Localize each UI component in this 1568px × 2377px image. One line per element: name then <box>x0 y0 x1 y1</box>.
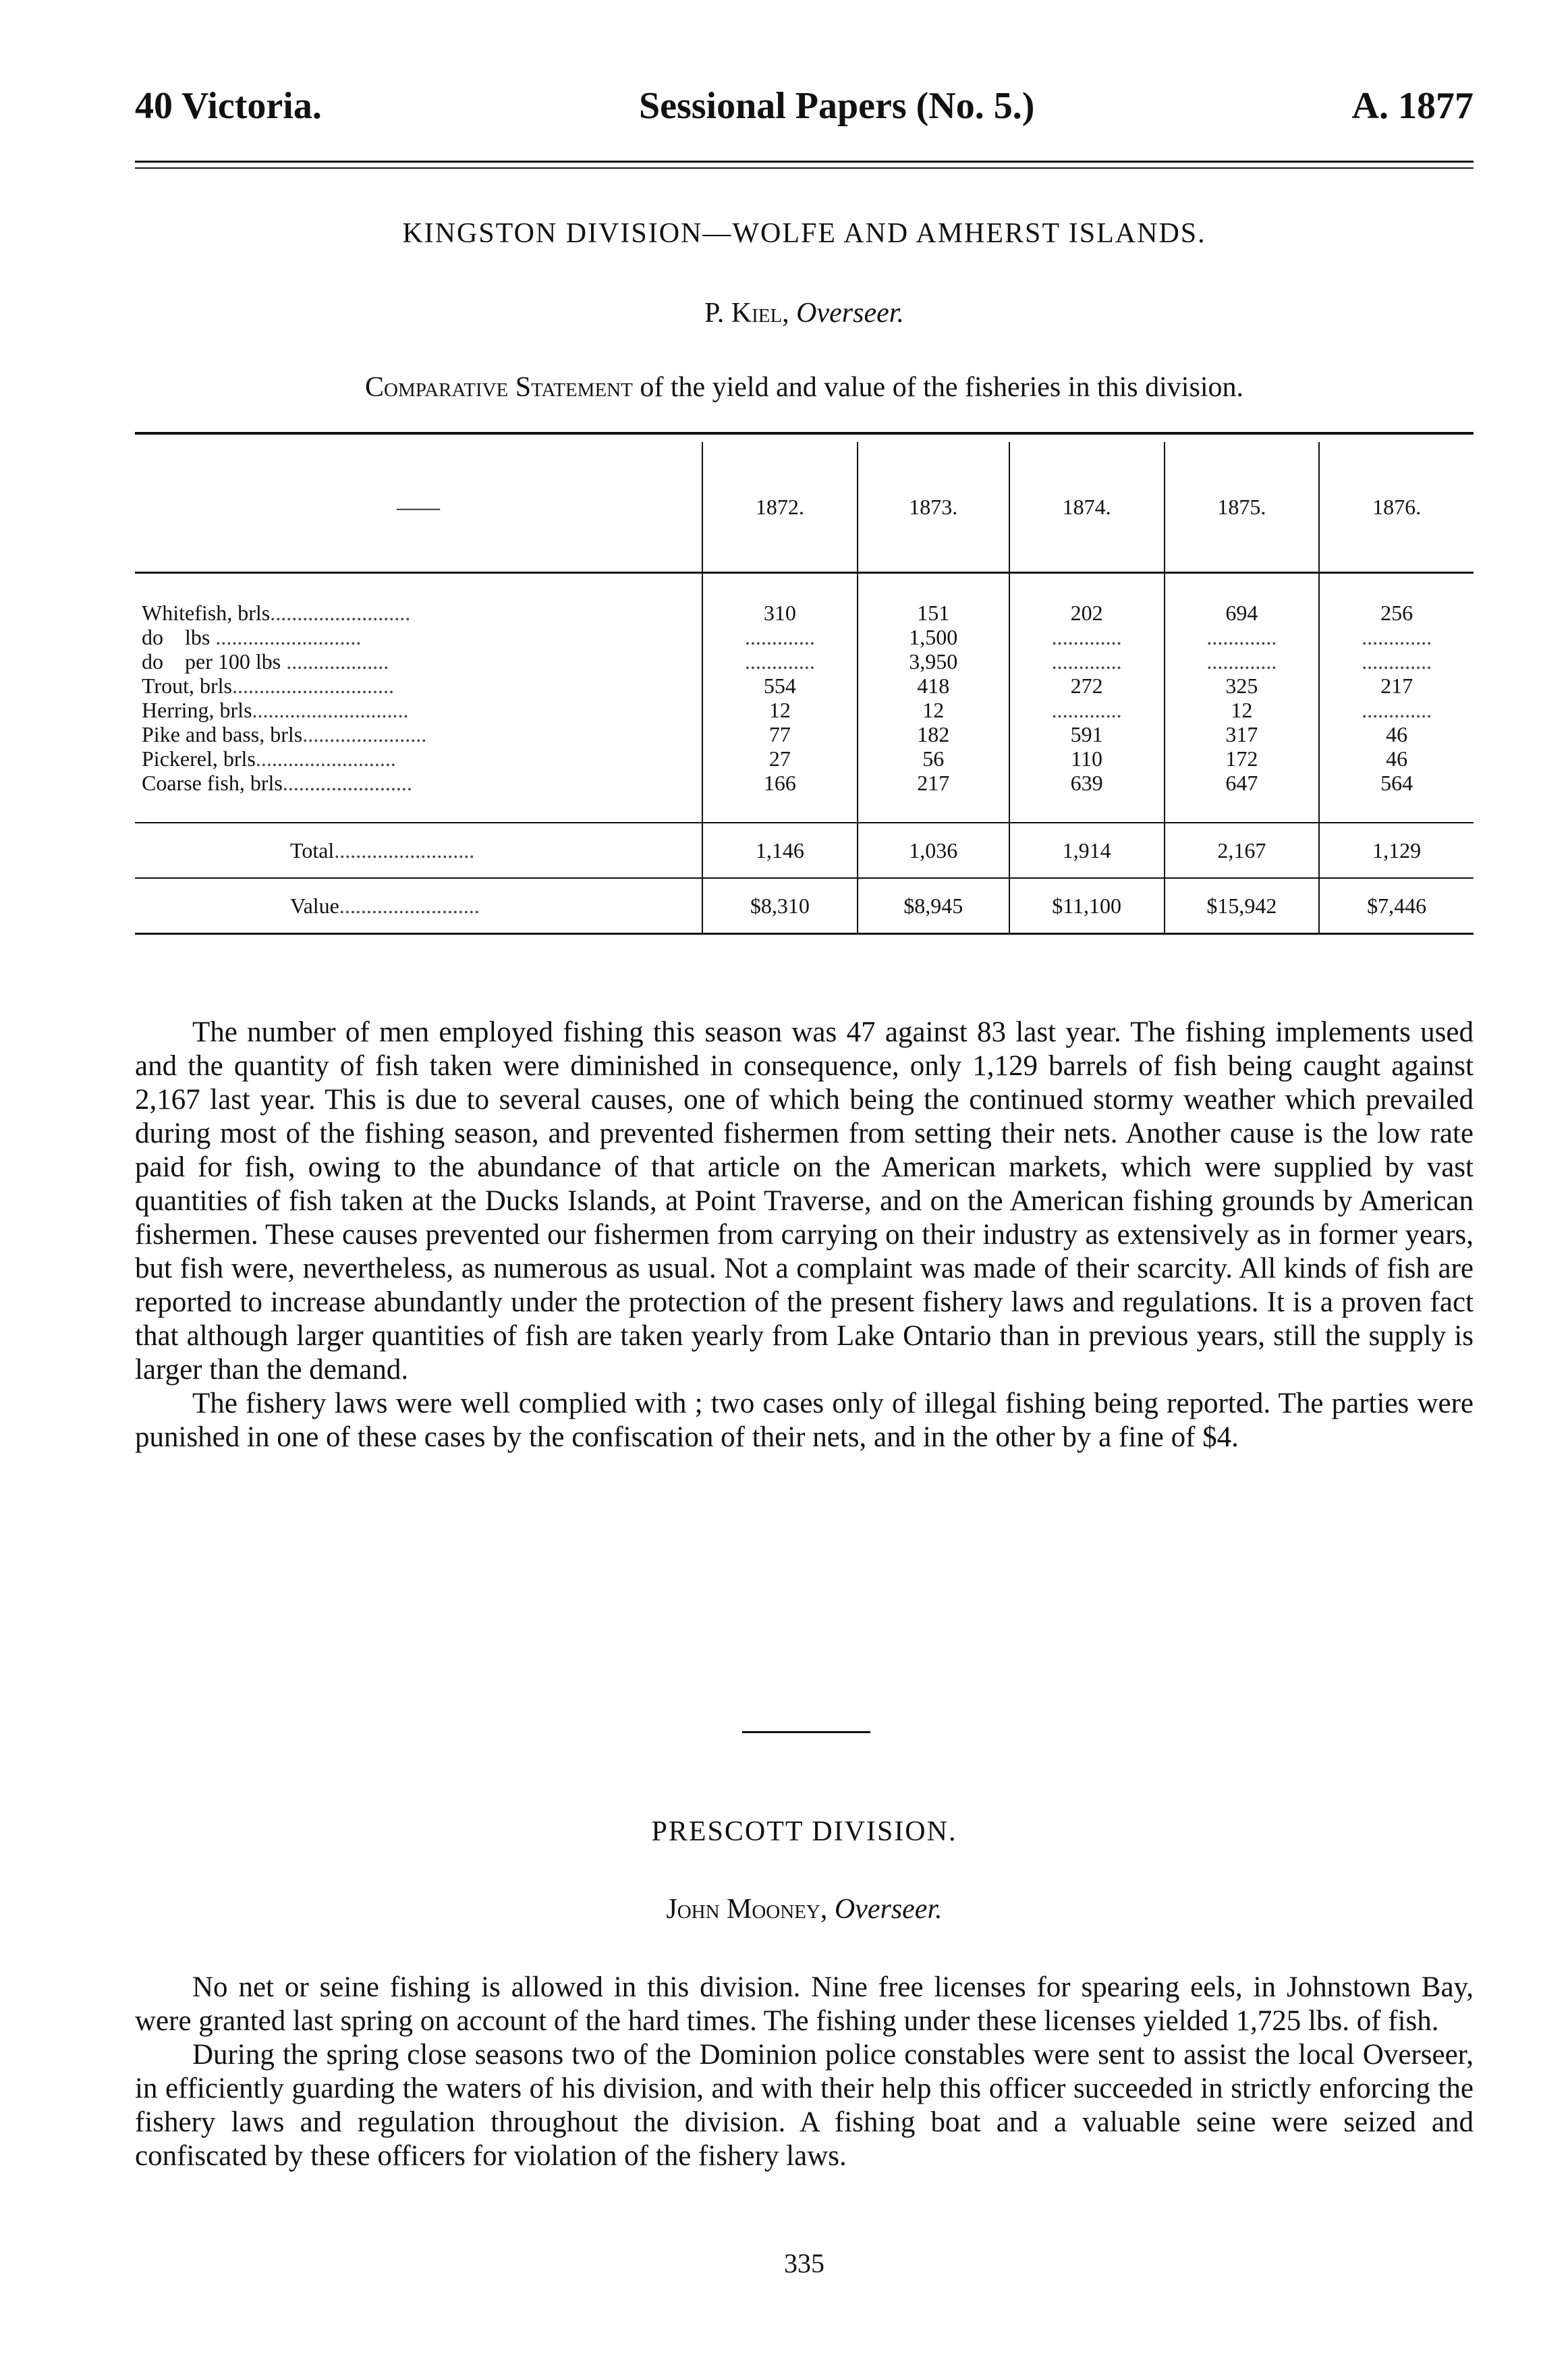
paragraph: During the spring close seasons two of the Dominion police constables were sent to assist the local Overseer, in efficiently guarding the waters of his division, and with their help this officer succeeded in strictly enforcing the fishery laws and regulation throughout the division. A fishing boat and a valuable seine were seized and confiscated by these officers for violation of the fishery laws. <box>135 2039 1474 2172</box>
table-cell: 151 <box>858 601 1009 625</box>
table-cell: 694 <box>1165 601 1320 625</box>
table-cell: 202 <box>1009 601 1165 625</box>
row-label: Coarse fish, brls <box>142 771 283 795</box>
value-cell: $8,945 <box>858 878 1009 934</box>
value-cell: $8,310 <box>702 878 858 934</box>
table-cell: 325 <box>1165 674 1320 698</box>
header-rule-top <box>135 161 1474 163</box>
table-cell: 110 <box>1009 746 1165 771</box>
caption-lead: Comparative Statement <box>365 372 633 403</box>
header-sessional-papers: Sessional Papers (No. 5.) <box>638 85 1035 127</box>
table-cell: 46 <box>1319 722 1474 746</box>
total-cell: 2,167 <box>1165 823 1320 878</box>
table-cell: 639 <box>1009 771 1165 795</box>
table-row: Coarse fish, brls........................ 166 217 639 647 564 <box>135 771 1474 795</box>
year-header: 1873. <box>858 442 1009 573</box>
table-cell: 418 <box>858 674 1009 698</box>
row-label: Whitefish, brls <box>142 601 271 625</box>
paragraph: No net or seine fishing is allowed in this division. Nine free licenses for spearing eels, in Johnstown Bay, were granted last spring on account of the hard times. The fishing under these licenses yielded 1,725 lbs. of fish. <box>135 1971 1474 2037</box>
table-cell: 217 <box>1319 674 1474 698</box>
year-header: 1872. <box>702 442 858 573</box>
table-cell: 182 <box>858 722 1009 746</box>
fisheries-comparative-table <box>135 442 1474 935</box>
total-cell: 1,129 <box>1319 823 1474 878</box>
section-divider <box>742 1731 870 1733</box>
table-cell: 56 <box>858 746 1009 771</box>
kingston-report-text <box>135 1016 1474 1454</box>
year-header: 1874. <box>1009 442 1165 573</box>
header-year: A. 1877 <box>1351 85 1474 127</box>
year-header: 1876. <box>1319 442 1474 573</box>
table-row: do lbs ........................... ............. 1,500 ............. ............. ............. <box>135 625 1474 649</box>
table-cell: 564 <box>1319 771 1474 795</box>
overseer-name: P. Kiel, <box>704 298 789 329</box>
header-rule-bottom <box>135 167 1474 169</box>
prescott-overseer-byline <box>135 1893 1474 1925</box>
paragraph: The number of men employed fishing this season was 47 against 83 last year. The fishing implements used and the quantity of fish taken were diminished in consequence, only 1,129 barrels of fish being caught against 2,167 last year. This is due to several causes, one of which being the continued stormy weather which prevailed during most of the fishing season, and prevented fishermen from setting their nets. Another cause is the low rate paid for fish, owing to the abundance of that article on the American markets, which were supplied by vast quantities of fish taken at the Ducks Islands, at Point Traverse, and on the American fishing grounds by American fishermen. These causes prevented our fishermen from carrying on their industry as extensively as in former years, but fish were, nevertheless, as numerous as usual. Not a complaint was made of their scarcity. All kinds of fish are reported to increase abundantly under the protection of the present fishery laws and regulations. It is a proven fact that although larger quantities of fish are taken yearly from Lake Ontario than in previous years, still the supply is larger than the demand. <box>135 1016 1474 1386</box>
row-label: Pike and bass, brls <box>142 722 303 746</box>
table-cell: 166 <box>702 771 858 795</box>
prescott-report-text <box>135 1971 1474 2173</box>
value-label: Value <box>290 894 339 918</box>
table-header-row <box>135 442 1474 573</box>
table-cell: 591 <box>1009 722 1165 746</box>
table-cell: 3,950 <box>858 649 1009 674</box>
value-cell: $11,100 <box>1009 878 1165 934</box>
running-header <box>135 84 1474 128</box>
table-cell: 12 <box>702 698 858 722</box>
row-label: do per 100 lbs <box>142 649 281 674</box>
table-row: Pickerel, brls.......................... 27 56 110 172 46 <box>135 746 1474 771</box>
kingston-overseer-byline <box>135 297 1474 329</box>
table-cell: 554 <box>702 674 858 698</box>
row-label: Herring, brls <box>142 698 252 722</box>
table-cell: 46 <box>1319 746 1474 771</box>
total-cell: 1,914 <box>1009 823 1165 878</box>
table-caption <box>135 371 1474 404</box>
value-row: Value.......................... $8,310 $8,945 $11,100 $15,942 $7,446 <box>135 878 1474 934</box>
page-number: 335 <box>784 2248 824 2278</box>
table-row: do per 100 lbs ................... ............. 3,950 ............. ............. ............. <box>135 649 1474 674</box>
table-cell: 217 <box>858 771 1009 795</box>
table-cell: 12 <box>858 698 1009 722</box>
overseer-role: Overseer. <box>796 298 904 329</box>
table-cell: 310 <box>702 601 858 625</box>
value-cell: $7,446 <box>1319 878 1474 934</box>
table-row: Whitefish, brls.......................... 310 151 202 694 256 <box>135 601 1474 625</box>
table-cell: 1,500 <box>858 625 1009 649</box>
corner-cell: —— <box>135 442 702 573</box>
row-label: Trout, brls <box>142 674 232 698</box>
table-row: Pike and bass, brls....................... 77 182 591 317 46 <box>135 722 1474 746</box>
value-cell: $15,942 <box>1165 878 1320 934</box>
paragraph: The fishery laws were well complied with ; two cases only of illegal fishing being reported. The parties were punished in one of these cases by the confiscation of their nets, and in the other by a fine of $4. <box>135 1388 1474 1453</box>
row-label: Pickerel, brls <box>142 746 256 771</box>
total-cell: 1,036 <box>858 823 1009 878</box>
table-cell: 272 <box>1009 674 1165 698</box>
table-cell: 27 <box>702 746 858 771</box>
overseer-role: Overseer. <box>834 1894 943 1925</box>
year-header: 1875. <box>1165 442 1320 573</box>
caption-rest: of the yield and value of the fisheries in this division. <box>640 372 1243 403</box>
total-cell: 1,146 <box>702 823 858 878</box>
overseer-name: John Mooney, <box>666 1894 828 1925</box>
kingston-division-title: KINGSTON DIVISION—WOLFE AND AMHERST ISLANDS. <box>402 218 1206 249</box>
table-cell: 172 <box>1165 746 1320 771</box>
table-cell: 12 <box>1165 698 1320 722</box>
table-row: Trout, brls.............................. 554 418 272 325 217 <box>135 674 1474 698</box>
table-cell: 256 <box>1319 601 1474 625</box>
total-label: Total <box>290 838 335 863</box>
table-row: Herring, brls............................. 12 12 ............. 12 ............. <box>135 698 1474 722</box>
total-row: Total.......................... 1,146 1,036 1,914 2,167 1,129 <box>135 823 1474 878</box>
table-cell: 647 <box>1165 771 1320 795</box>
table-cell: 317 <box>1165 722 1320 746</box>
table-cell: 77 <box>702 722 858 746</box>
header-session: 40 Victoria. <box>135 85 322 127</box>
prescott-division-title: PRESCOTT DIVISION. <box>651 1816 957 1847</box>
document-page <box>135 0 1474 2377</box>
table-top-rule <box>135 432 1474 435</box>
row-label: do lbs <box>142 625 211 649</box>
